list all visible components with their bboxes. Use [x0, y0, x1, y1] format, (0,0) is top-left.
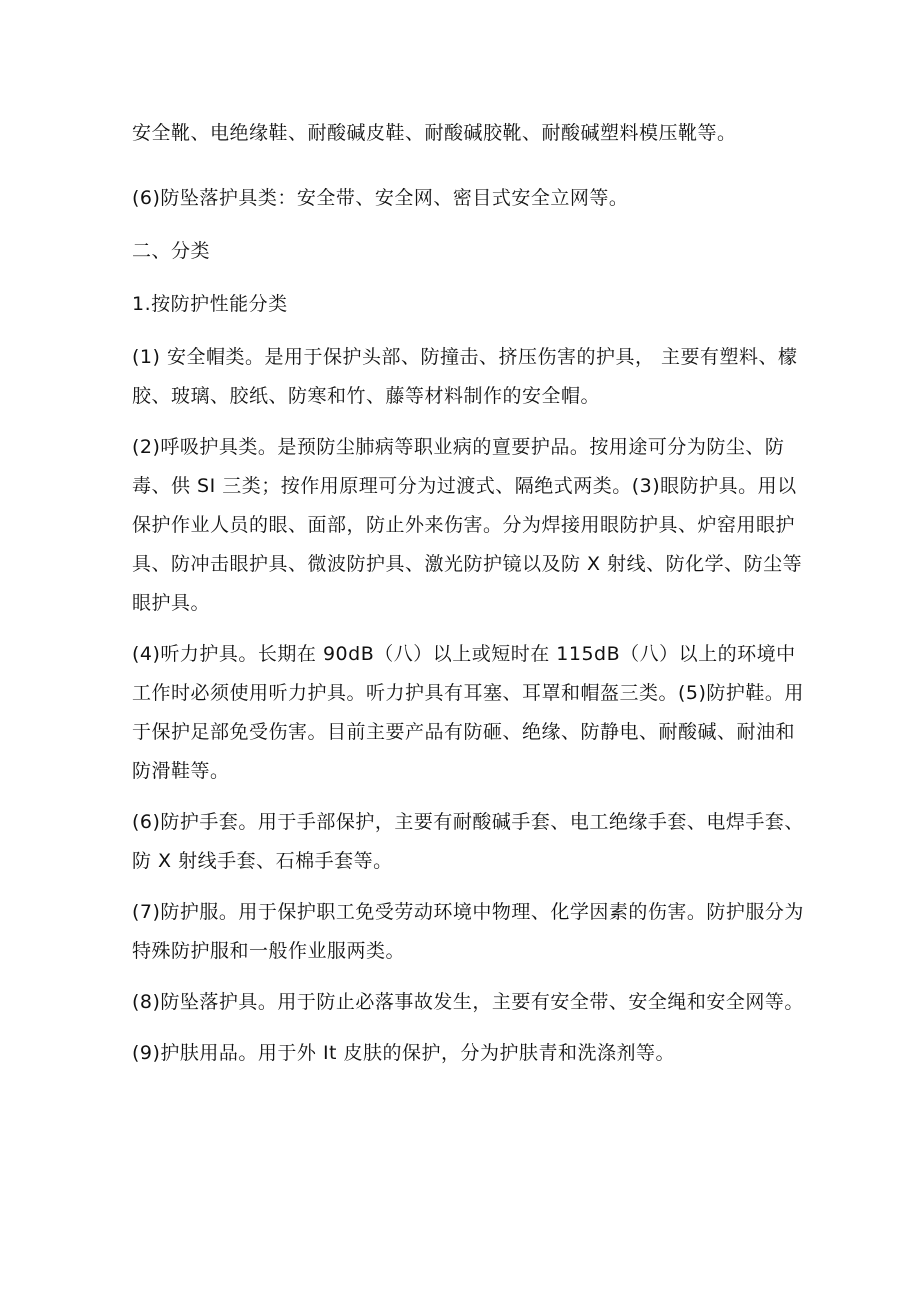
paragraph-skin-care: (9)护肤用品。用于外 It 皮肤的保护，分为护肤青和洗涤剂等。	[132, 1042, 676, 1064]
paragraph-fall-protection: (8)防坠落护具。用于防止必落事故发生，主要有安全带、安全绳和安全网等。	[132, 991, 804, 1013]
subsection-heading-by-performance: 1.按防护性能分类	[132, 293, 288, 315]
paragraph-respiratory-and-eye: (2)呼吸护具类。是预防尘肺病等职业病的亶要护品。按用途可分为防尘、防毒、供 SI 三类；按作用原理可分为过渡式、隔绝式两类。(3)眼防护具。用以保护作业人员的眼、面部，防止外来伤害。分为焊接用眼防护具、炉窑用眼护具、防冲击眼护具、微波防护具、激光防护镜以及防 X 射线、防化学、防尘等眼护具。	[132, 436, 803, 614]
paragraph-footwear-list: 安全靴、电绝缘鞋、耐酸碱皮鞋、耐酸碱胶靴、耐酸碱塑料模压靴等。	[132, 122, 737, 144]
document-body	[132, 114, 812, 1073]
section-heading-classification: 二、分类	[132, 240, 211, 262]
paragraph-safety-helmet: (1) 安全帽类。是用于保护头部、防撞击、挤压伤害的护具， 主要有塑料、檬胶、玻璃、胶纸、防寒和竹、藤等材料制作的安全帽。	[132, 346, 798, 407]
paragraph-gloves: (6)防护手套。用于手部保护，主要有耐酸碱手套、电工绝缘手套、电焊手套、防 X 射线手套、石棉手套等。	[132, 811, 804, 872]
paragraph-fall-protection-category: (6)防坠落护具类：安全带、安全网、密目式安全立网等。	[132, 187, 629, 209]
paragraph-protective-clothing: (7)防护服。用于保护职工免受劳动环境中物理、化学因素的伤害。防护服分为特殊防护服和一般作业服两类。	[132, 901, 804, 962]
paragraph-hearing-and-shoes: (4)听力护具。长期在 90dB（八）以上或短时在 115dB（八）以上的环境中工作时必须使用听力护具。听力护具有耳塞、耳罩和帽盔三类。(5)防护鞋。用于保护足部免受伤害。目前主要产品有防砸、绝缘、防静电、耐酸碱、耐油和防滑鞋等。	[132, 643, 804, 782]
